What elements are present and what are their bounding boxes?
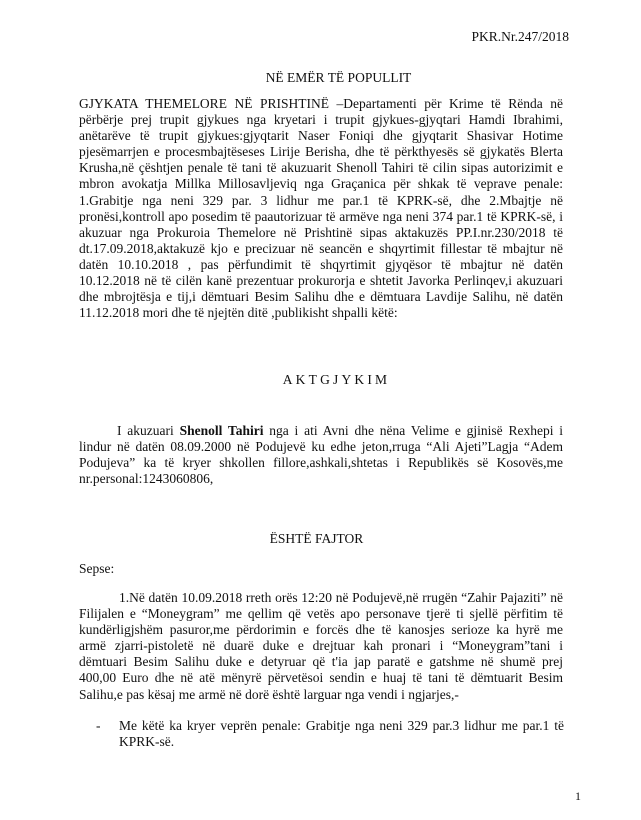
accused-paragraph	[79, 423, 563, 487]
text-line: akuzuar nga Prokuroia Themelore në Prishtinë sipas aktakuzës PP.I.nr.230/2018 të	[79, 224, 563, 240]
page-number: 1	[575, 789, 581, 803]
text-line: lindur në datën 08.09.2000 në Podujevë ku edhe jeton,rruga “Ali Ajeti”Lagja “Adem	[79, 439, 563, 455]
text-line: Me këtë ka kryer veprën penale: Grabitje nga neni 329 par.3 lidhur me par.1 të	[119, 718, 564, 733]
text-line: 1.Në datën 10.09.2018 rreth orës 12:20 në Podujevë,në rrugën “Zahir Pajaziti” në	[119, 590, 563, 605]
text-line: datën 10.10.2018 , pas përfundimit të shqyrtimit gjyqësor të mbajtur në datën	[79, 256, 563, 272]
document-title: NË EMËR TË POPULLIT	[265, 70, 412, 85]
intro-paragraph	[79, 96, 563, 321]
text-line: pronësi,kontroll apo posedim të paautorizuar të armëve nga neni 374 par.1 të KPRK-së, i	[79, 208, 563, 224]
text-line: 10.12.2018 në të cilën kanë prezentuar prokurorja e shtetit Javorka Perlinqev,i akuzuari	[79, 273, 563, 289]
text-line: armë zjarri-pistoletë në duarë duke e drejtuar kah pronari i “Moneygram”tani i	[79, 638, 563, 654]
accused-name: Shenoll Tahiri	[179, 423, 264, 438]
offence-bullet	[119, 718, 564, 750]
text-line: 1.Grabitje nga neni 329 par. 3 lidhur me par.1 të KPRK-së, dhe 2.Mbajtje në	[79, 192, 563, 208]
text-line: Filijalen e “Moneygram” me qellim që vetës apo personave tjerë ti sjellë përfitim të	[79, 606, 563, 622]
text-line: dt.17.09.2018,aktakuzë kjo e precizuar në seancën e shqyrtimit fillestar të mbajtur në	[79, 240, 563, 256]
text-line: mbron avokatja Millka Millosavljeviq nga Graçanica për shkak të veprave penale:	[79, 176, 563, 192]
bullet-marker: -	[96, 718, 101, 733]
verdict-heading: AKTGJYKIM	[282, 372, 391, 387]
text-line: përbërje prej trupit gjykues nga kryetari i trupit gjykues-gjyqtari Hamdi Ibrahimi,	[79, 112, 563, 128]
because-label: Sepse:	[79, 561, 115, 576]
text-line: 11.12.2018 mori dhe të njejtën ditë ,publikisht shpalli këtë:	[79, 305, 398, 321]
text-line: 400,00 Euro dhe në atë mënyrë përvetësoi sendin e huaj të tani të dëmtuarit Besim	[79, 670, 563, 686]
text-line: Podujeva” ka të kryer shkollen fillore,ashkali,shtetas i Republikës së Kosovës,me	[79, 455, 563, 471]
accused-first-line	[79, 423, 563, 439]
text-line: Salihu,e pas kësaj me armë në dorë është larguar nga vendi i ngjarjes,-	[79, 686, 459, 702]
guilty-heading: ËSHTË FAJTOR	[269, 531, 364, 546]
text-line: pjesëmarrjen e procesmbajtëseses Lirije Berisha, dhe të përkthyesës së gjykatës Blerta	[79, 144, 563, 160]
text-line: anëtarëve të trupit gjykues:gjyqtarit Naser Foniqi dhe gjyqtarit Shasivar Hotime	[79, 128, 563, 144]
text-line: nr.personal:1243060806,	[79, 471, 214, 487]
text-line: GJYKATA THEMELORE NË PRISHTINË –Departamenti për Krime të Rënda në	[79, 96, 563, 111]
text-line: kundërligjshëm pasuror,me përdorimin e forcës dhe të kanosjes serioze ka hyrë me	[79, 622, 563, 638]
text-line: dëmtuari Besim Salihu duke e detyruar që t'ia jap paratë e gatshme në shumë prej	[79, 654, 563, 670]
count-1-paragraph	[79, 590, 563, 703]
accused-prefix: I akuzuari	[117, 423, 180, 438]
text-line: Krusha,në çështjen penale të tani të akuzuarit Shenoll Tahiri të cilin sipas autorizimit e	[79, 160, 563, 176]
case-reference: PKR.Nr.247/2018	[471, 29, 569, 44]
text-line: KPRK-së.	[119, 734, 175, 750]
text-line: dhe mbrojtësja e tij,i dëmtuari Besim Salihu dhe e dëmtuara Lavdije Salihu, në datën	[79, 289, 563, 305]
accused-suffix: nga i ati Avni dhe nëna Velime e gjinisë Rexhepi i	[263, 423, 564, 438]
